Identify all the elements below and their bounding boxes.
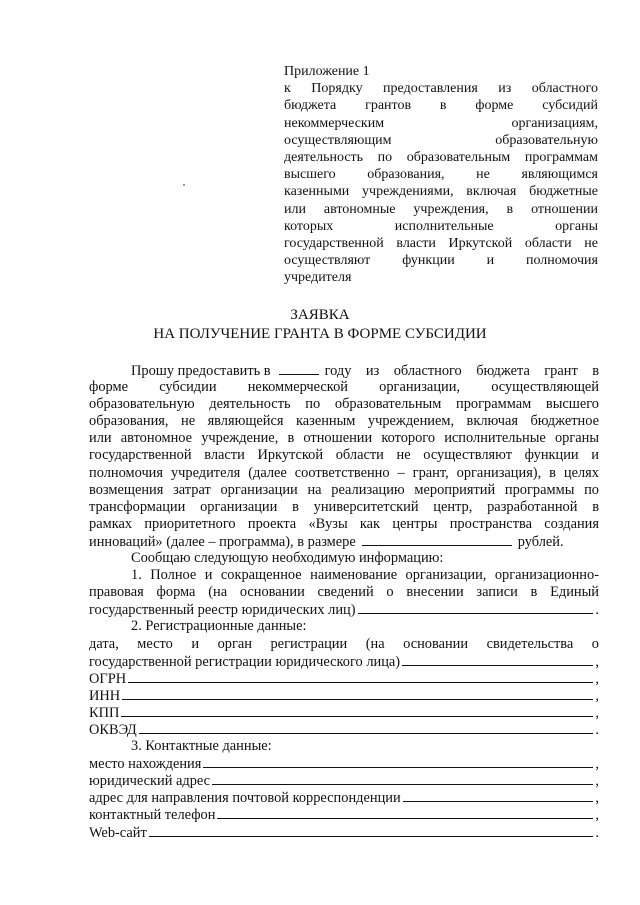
appendix-line: бюджета грантов в форме субсидий: [284, 98, 598, 114]
punct: .: [595, 602, 599, 619]
section-1-line: государственный реестр юридических лиц): [89, 602, 356, 619]
okved-row: [89, 721, 599, 738]
appendix-line: или автономные учреждения, в отношении: [284, 201, 598, 217]
registration-field[interactable]: [402, 653, 593, 666]
inn-field[interactable]: [122, 687, 593, 700]
request-first-line: [89, 362, 599, 379]
phone-row: [89, 806, 599, 823]
punct: .: [595, 824, 599, 841]
punct: ,: [595, 807, 599, 824]
appendix-line: которых исполнительные органы: [284, 218, 598, 234]
postal-address-field[interactable]: [403, 789, 594, 802]
section-2-line: дата, место и орган регистрации (на основании свидетельства о: [89, 635, 599, 652]
phone-field[interactable]: [217, 806, 593, 819]
amount-blank[interactable]: [362, 533, 512, 546]
appendix-line: к Порядку предоставления из областного: [284, 81, 598, 97]
request-line: образовательную деятельность по образовательным программам высшего: [89, 396, 599, 413]
request-line: образования, не являющейся казенным учреждением, включая бюджетное: [89, 413, 599, 430]
scan-speck: [183, 184, 185, 186]
org-name-field[interactable]: [358, 601, 594, 614]
request-text: рублей.: [517, 533, 564, 550]
postal-address-row: [89, 789, 599, 806]
org-name-row: [89, 601, 599, 618]
document-title: ЗАЯВКА: [290, 307, 350, 323]
section-3-header: 3. Контактные данные:: [131, 738, 272, 755]
inn-row: [89, 687, 599, 704]
website-label: Web-сайт: [89, 824, 147, 841]
appendix-line: государственной власти Иркутской области не: [284, 236, 598, 252]
request-line: государственной власти Иркутской области не осуществляют функции и: [89, 447, 599, 464]
okved-field[interactable]: [139, 721, 594, 734]
info-intro: Сообщаю следующую необходимую информацию:: [131, 550, 444, 567]
request-line: трансформации организации в университетский центр, разработанной в: [89, 498, 599, 515]
year-blank[interactable]: [279, 362, 319, 375]
punct: ,: [595, 773, 599, 790]
ogrn-label: ОГРН: [89, 670, 127, 687]
appendix-line: некоммерческим организациям,: [284, 115, 598, 131]
appendix-line: Приложение 1: [284, 64, 370, 79]
kpp-row: [89, 704, 599, 721]
request-line: возмещения затрат организации на реализацию мероприятий программы по: [89, 481, 599, 498]
location-label: место нахождения: [89, 756, 202, 773]
appendix-line: учредителя: [284, 270, 352, 286]
section-1-line: правовая форма (на основании сведений о внесении записи в Единый: [89, 584, 599, 601]
appendix-line: осуществляют функции и полномочия: [284, 253, 598, 269]
appendix-line: казенными учреждениями, включая бюджетные: [284, 184, 598, 200]
punct: ,: [595, 790, 599, 807]
punct: ,: [595, 670, 599, 687]
appendix-line: осуществляющим образовательную: [284, 132, 598, 148]
registration-row: [89, 653, 599, 670]
request-text: инноваций» (далее – программа), в размере: [89, 533, 356, 550]
legal-address-label: юридический адрес: [89, 773, 211, 790]
location-field[interactable]: [203, 755, 593, 768]
punct: ,: [595, 687, 599, 704]
postal-address-label: адрес для направления почтовой корреспонденции: [89, 790, 401, 807]
website-row: [89, 824, 599, 841]
request-text: Прошу предоставить в: [131, 363, 271, 379]
punct: .: [595, 721, 599, 738]
request-line: форме субсидии некоммерческой организации, осуществляющей: [89, 379, 599, 396]
request-text: году из областного бюджета грант в: [324, 363, 599, 379]
appendix-line: деятельность по образовательным программам: [284, 150, 598, 166]
legal-address-row: [89, 772, 599, 789]
appendix-block: [284, 63, 598, 287]
punct: ,: [595, 704, 599, 721]
kpp-label: КПП: [89, 704, 120, 721]
kpp-field[interactable]: [121, 704, 593, 717]
punct: ,: [595, 756, 599, 773]
request-paragraph: [89, 362, 599, 841]
request-line: или автономное учреждение, в отношении которого исполнительные органы: [89, 430, 599, 447]
legal-address-field[interactable]: [212, 772, 593, 785]
ogrn-row: [89, 670, 599, 687]
inn-label: ИНН: [89, 687, 121, 704]
ogrn-field[interactable]: [128, 670, 593, 683]
section-2-line: государственной регистрации юридического лица): [89, 653, 401, 670]
document-subtitle: НА ПОЛУЧЕНИЕ ГРАНТА В ФОРМЕ СУБСИДИИ: [153, 326, 487, 342]
appendix-line: высшего образования, не являющимся: [284, 167, 598, 183]
location-row: [89, 755, 599, 772]
website-field[interactable]: [149, 824, 594, 837]
section-2-header: 2. Регистрационные данные:: [131, 618, 307, 635]
request-line: рамках приоритетного проекта «Вузы как центры пространства создания: [89, 515, 599, 532]
phone-label: контактный телефон: [89, 807, 216, 824]
section-1-line: 1. Полное и сокращенное наименование организации, организационно-: [131, 567, 599, 584]
amount-line: [89, 533, 599, 550]
okved-label: ОКВЭД: [89, 721, 137, 738]
punct: ,: [595, 653, 599, 670]
request-line: полномочия учредителя (далее соответственно – грант, организация), в целях: [89, 464, 599, 481]
